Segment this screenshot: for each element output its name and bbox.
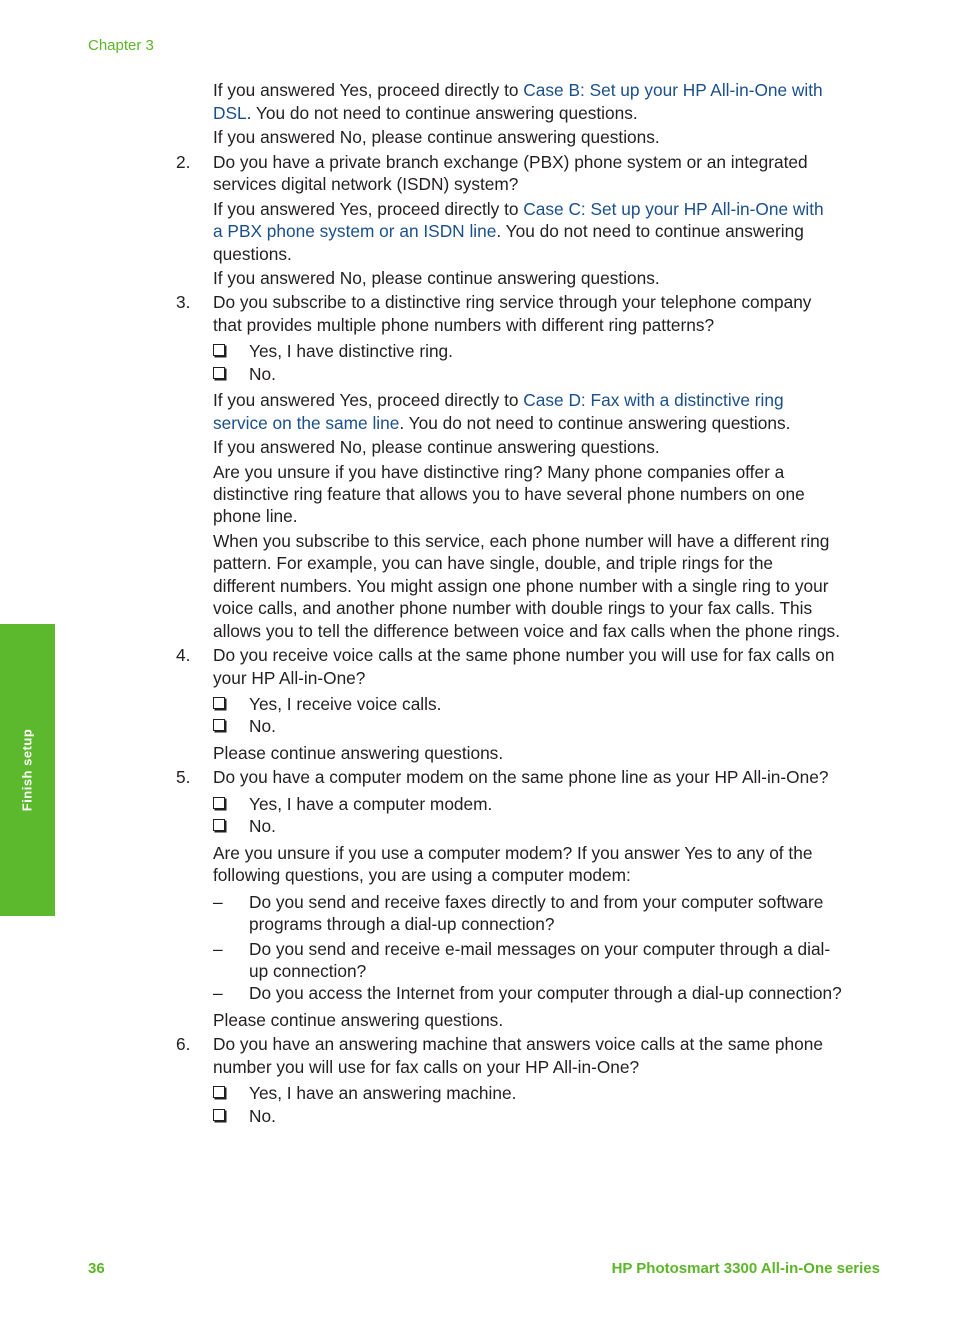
checkbox-icon	[213, 1105, 225, 1128]
dash-bullet: –	[213, 892, 223, 912]
footer-title: HP Photosmart 3300 All-in-One series	[611, 1260, 880, 1277]
link-case-b[interactable]: Case B: Set up your HP All-in-One with	[523, 80, 823, 100]
paragraph: Are you unsure if you have distinctive ring? Many phone companies offer a	[213, 462, 785, 482]
question: number you will use for fax calls on your HP All-in-One?	[213, 1057, 640, 1077]
page-number: 36	[88, 1260, 105, 1277]
question: Do you subscribe to a distinctive ring service through your telephone company	[213, 292, 812, 312]
paragraph: different numbers. You might assign one phone number with a single ring to your	[213, 576, 829, 596]
paragraph: If you answered No, please continue answering questions.	[213, 127, 660, 147]
bullet-text: up connection?	[249, 961, 367, 981]
bullet-text: Do you send and receive faxes directly to and from your computer software	[249, 892, 824, 912]
dash-bullet: –	[213, 983, 223, 1003]
checkbox-icon	[213, 1082, 225, 1105]
paragraph: If you answered Yes, proceed directly to Case D: Fax with a distinctive ring	[213, 390, 784, 410]
chapter-header: Chapter 3	[88, 37, 154, 54]
option-label: No.	[249, 1106, 276, 1126]
question: Do you have an answering machine that answers voice calls at the same phone	[213, 1034, 823, 1054]
link-case-b-cont[interactable]: DSL	[213, 103, 247, 123]
option-label: Yes, I have distinctive ring.	[249, 341, 453, 361]
paragraph: If you answered No, please continue answering questions.	[213, 437, 660, 457]
question: Do you receive voice calls at the same phone number you will use for fax calls on	[213, 645, 835, 665]
paragraph: allows you to tell the difference between voice and fax calls when the phone rings.	[213, 621, 840, 641]
checkbox-icon	[213, 693, 225, 716]
checkbox-icon	[213, 363, 225, 386]
question: services digital network (ISDN) system?	[213, 174, 519, 194]
paragraph: a PBX phone system or an ISDN line. You do not need to continue answering	[213, 221, 804, 241]
option-label: No.	[249, 364, 276, 384]
bullet-text: Do you send and receive e-mail messages on your computer through a dial-	[249, 939, 831, 959]
question: that provides multiple phone numbers with different ring patterns?	[213, 315, 715, 335]
paragraph: pattern. For example, you can have single, double, and triple rings for the	[213, 553, 774, 573]
side-tab-label: Finish setup	[19, 728, 35, 812]
option-label: Yes, I have an answering machine.	[249, 1083, 517, 1103]
paragraph: DSL. You do not need to continue answering questions.	[213, 103, 638, 123]
paragraph: phone line.	[213, 506, 298, 526]
list-number: 3.	[176, 292, 191, 312]
paragraph: If you answered Yes, proceed directly to Case B: Set up your HP All-in-One with	[213, 80, 823, 100]
paragraph: Please continue answering questions.	[213, 1010, 504, 1030]
dash-bullet: –	[213, 939, 223, 959]
checkbox-icon	[213, 340, 225, 363]
paragraph: questions.	[213, 244, 292, 264]
paragraph: When you subscribe to this service, each phone number will have a different ring	[213, 531, 830, 551]
paragraph: distinctive ring feature that allows you to have several phone numbers on one	[213, 484, 805, 504]
option-label: Yes, I have a computer modem.	[249, 794, 493, 814]
paragraph: Are you unsure if you use a computer modem? If you answer Yes to any of the	[213, 843, 813, 863]
link-case-c[interactable]: Case C: Set up your HP All-in-One with	[523, 199, 824, 219]
question: your HP All-in-One?	[213, 668, 366, 688]
list-number: 5.	[176, 767, 191, 787]
list-number: 2.	[176, 152, 191, 172]
paragraph: If you answered No, please continue answering questions.	[213, 268, 660, 288]
paragraph: voice calls, and another phone number with double rings to your fax calls. This	[213, 598, 813, 618]
option-label: Yes, I receive voice calls.	[249, 694, 442, 714]
bullet-text: Do you access the Internet from your computer through a dial-up connection?	[249, 983, 842, 1003]
question: Do you have a private branch exchange (PBX) phone system or an integrated	[213, 152, 808, 172]
list-number: 4.	[176, 645, 191, 665]
option-label: No.	[249, 816, 276, 836]
question: Do you have a computer modem on the same phone line as your HP All-in-One?	[213, 767, 829, 787]
link-case-d-cont[interactable]: service on the same line	[213, 413, 400, 433]
paragraph: Please continue answering questions.	[213, 743, 504, 763]
link-case-d[interactable]: Case D: Fax with a distinctive ring	[523, 390, 784, 410]
paragraph: following questions, you are using a computer modem:	[213, 865, 631, 885]
link-case-c-cont[interactable]: a PBX phone system or an ISDN line	[213, 221, 497, 241]
checkbox-icon	[213, 793, 225, 816]
paragraph: service on the same line. You do not need to continue answering questions.	[213, 413, 791, 433]
checkbox-icon	[213, 815, 225, 838]
list-number: 6.	[176, 1034, 191, 1054]
checkbox-icon	[213, 715, 225, 738]
paragraph: If you answered Yes, proceed directly to Case C: Set up your HP All-in-One with	[213, 199, 824, 219]
bullet-text: programs through a dial-up connection?	[249, 914, 555, 934]
option-label: No.	[249, 716, 276, 736]
